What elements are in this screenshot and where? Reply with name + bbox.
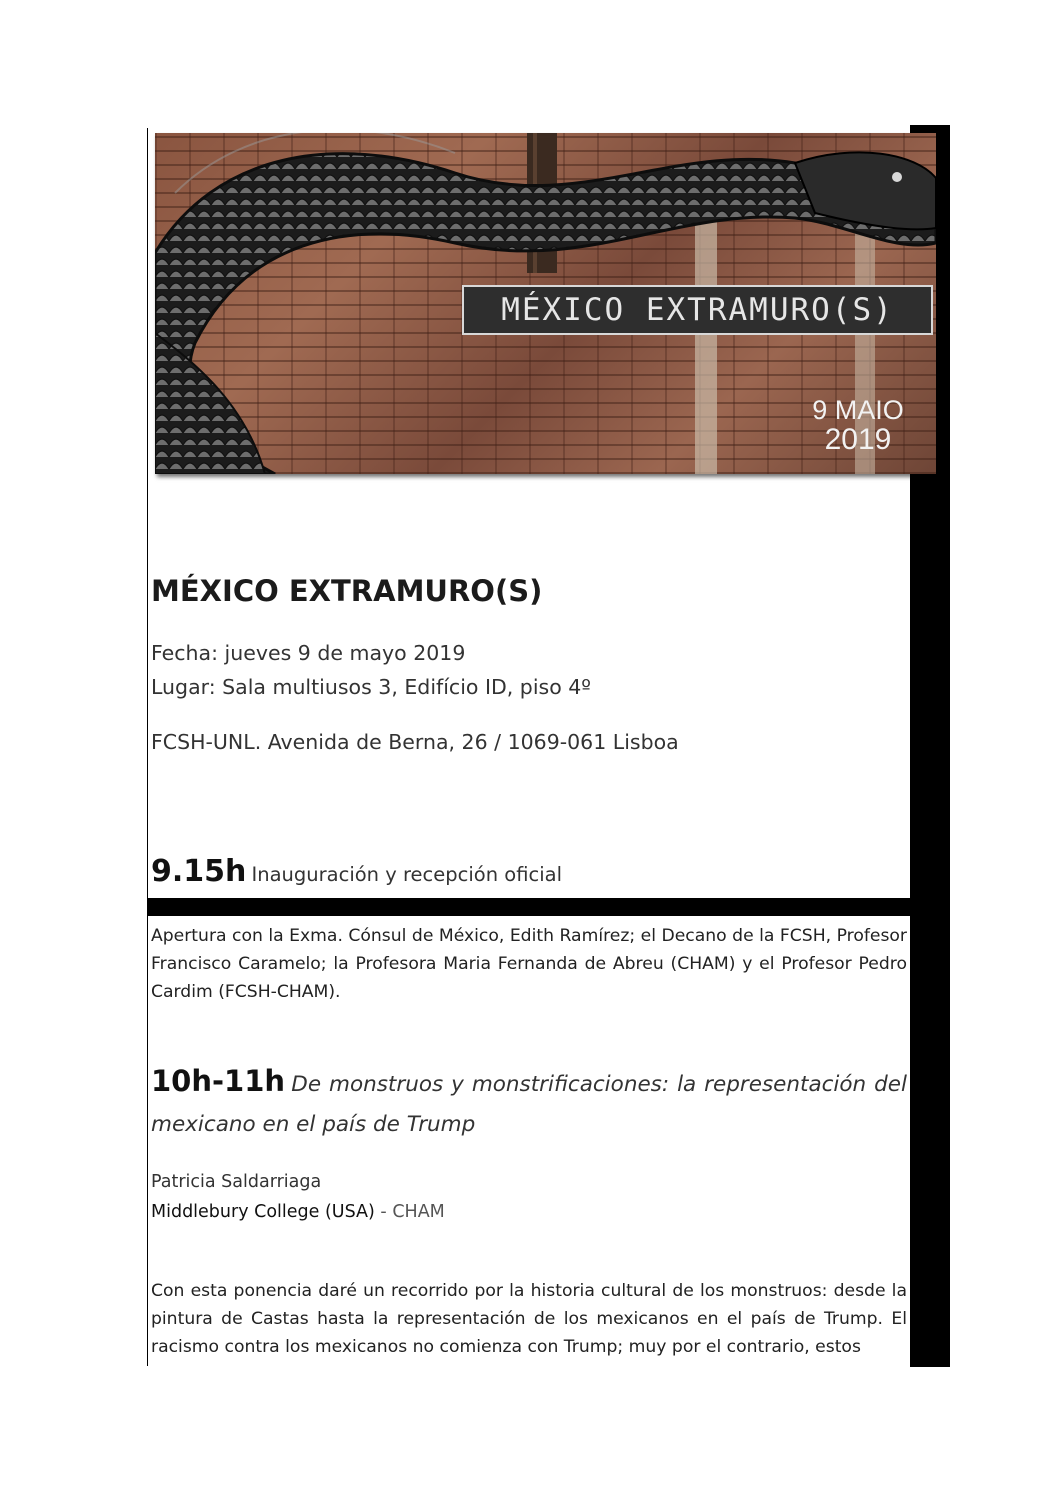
banner-title-label: MÉXICO EXTRAMURO(S) [462, 285, 933, 335]
event-location: Lugar: Sala multiusos 3, Edifício ID, piso 4º [151, 675, 591, 699]
banner-date-day: 9 MAIO [812, 395, 904, 425]
speaker-center: CHAM [392, 1202, 445, 1222]
event-date: Fecha: jueves 9 de mayo 2019 [151, 641, 466, 665]
session-1-description: Apertura con la Exma. Cónsul de México, Edith Ramírez; el Decano de la FCSH, Profesor Francisco Caramelo; la Profesora Maria Fernanda de Abreu (CHAM) y el Profesor Pedro Cardim (FCSH-CHAM). [151, 926, 907, 1002]
session-1-label: Inauguración y recepción oficial [251, 863, 562, 886]
session-2-heading [151, 1064, 907, 1145]
session-2-abstract: Con esta ponencia daré un recorrido por la historia cultural de los monstruos: desde la pintura de Castas hasta la representación de los mexicanos en el país de Trump. El racismo contra los mexicanos no comienza con Trump; muy por el contrario, estos [151, 1281, 907, 1357]
session-2-time: 10h-11h [151, 1064, 286, 1098]
speaker-name: Patricia Saldarriaga [151, 1172, 322, 1192]
event-banner-image [155, 133, 936, 474]
session-1-time: 9.15h [151, 854, 247, 889]
left-border-rule [147, 128, 148, 1366]
section-divider [147, 898, 950, 916]
affiliation-separator: - [380, 1202, 387, 1222]
speaker-affiliation-line [151, 1202, 445, 1222]
banner-date-year: 2019 [824, 423, 892, 456]
session-1-heading [151, 854, 562, 889]
page-title: MÉXICO EXTRAMURO(S) [151, 574, 543, 608]
speaker-affiliation: Middlebury College (USA) [151, 1202, 375, 1222]
event-address: FCSH-UNL. Avenida de Berna, 26 / 1069-061 Lisboa [151, 730, 679, 754]
session-2-title: De monstruos y monstrificaciones: la representación del mexicano en el país de Trump [151, 1072, 907, 1137]
banner-date [788, 395, 928, 455]
